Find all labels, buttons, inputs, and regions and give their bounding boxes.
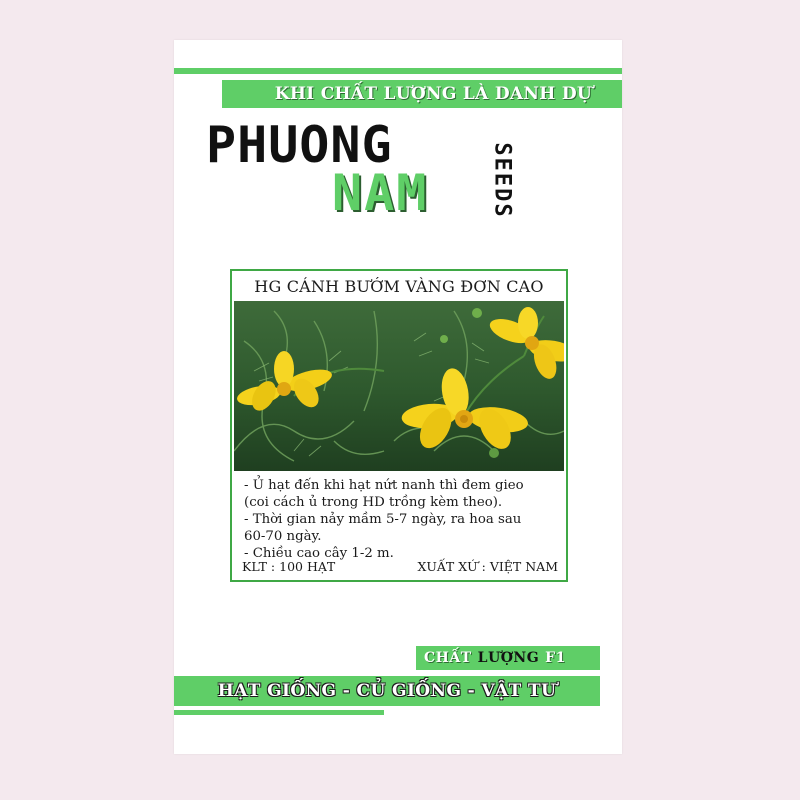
product-title: HG CÁNH BƯỚM VÀNG ĐƠN CAO — [254, 277, 544, 296]
seed-packet — [174, 40, 622, 754]
bottom-slogan-band — [174, 676, 600, 706]
product-description — [244, 477, 564, 562]
cosmos-flower-image — [234, 301, 564, 471]
top-accent-stripe — [174, 68, 622, 74]
description-line: 60-70 ngày. — [244, 529, 322, 544]
quality-word-1: CHẤT — [424, 650, 472, 666]
bottom-slogan: HẠT GIỐNG - CỦ GIỐNG - VẬT TƯ — [217, 681, 557, 701]
quality-word-3: F1 — [545, 650, 566, 666]
bottom-accent-stripe — [174, 710, 384, 715]
flower-photo — [234, 301, 564, 471]
brand-name-phuong: PHUONG — [206, 116, 393, 174]
top-slogan-band — [222, 80, 622, 108]
seed-count: KLT : 100 HẠT — [242, 559, 336, 574]
description-line: - Thời gian nảy mầm 5-7 ngày, ra hoa sau — [244, 512, 522, 527]
card-footer — [242, 559, 558, 574]
quality-word-2: LƯỢNG — [477, 650, 540, 666]
description-line: (coi cách ủ trong HD trồng kèm theo). — [244, 495, 503, 510]
description-line: - Ủ hạt đến khi hạt nứt nanh thì đem gieo — [244, 478, 524, 493]
brand-name-nam: NAM — [332, 164, 429, 222]
brand-seeds-vertical — [482, 130, 522, 230]
quality-badge — [416, 646, 600, 670]
brand-seeds-text: SEEDS — [489, 141, 515, 219]
product-card — [230, 269, 568, 582]
top-slogan: KHI CHẤT LƯỢNG LÀ DANH DỰ — [274, 84, 592, 104]
description-line: - Chiều cao cây 1-2 m. — [244, 546, 394, 561]
origin-label: XUẤT XỨ : VIỆT NAM — [417, 559, 558, 574]
